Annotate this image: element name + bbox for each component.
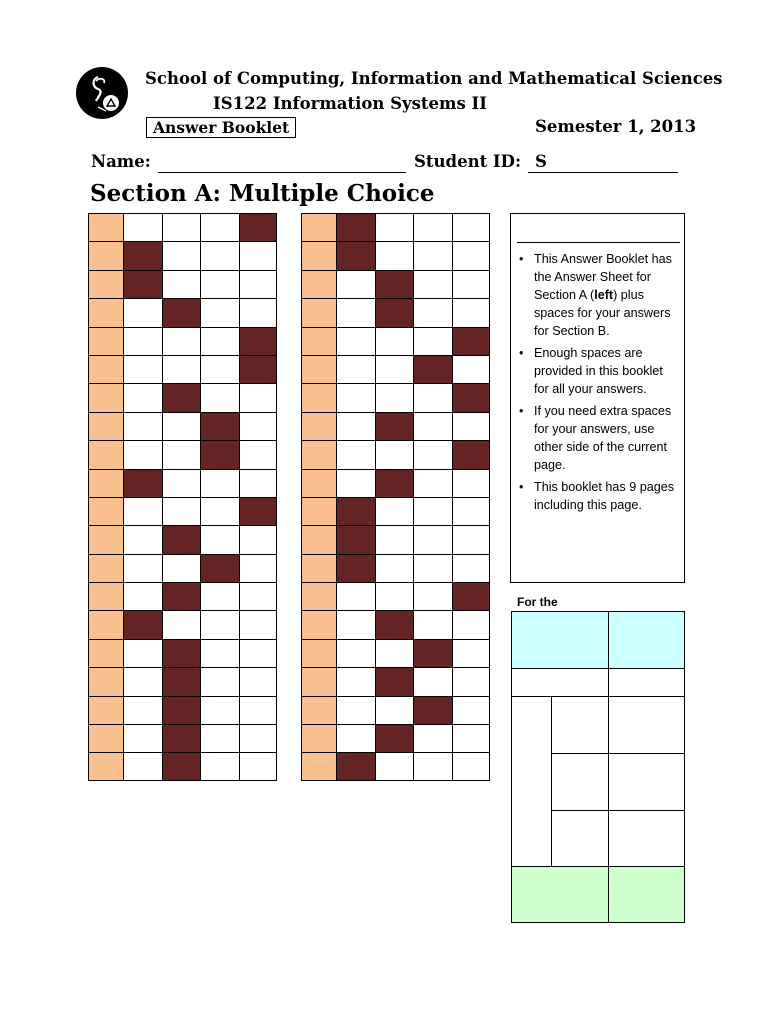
- answer-option-cell[interactable]: [413, 383, 452, 411]
- answer-option-cell[interactable]: [162, 440, 201, 468]
- question-number-cell: [301, 469, 336, 497]
- answer-option-cell[interactable]: [162, 497, 201, 525]
- answer-option-cell[interactable]: [413, 327, 452, 355]
- answer-option-cell[interactable]: [375, 696, 414, 724]
- answer-option-cell[interactable]: [239, 270, 278, 298]
- answer-option-cell[interactable]: [336, 327, 375, 355]
- marker-total-cell-1: [511, 866, 609, 923]
- answer-option-cell[interactable]: [413, 554, 452, 582]
- left-question-row: [88, 554, 277, 582]
- answer-option-cell[interactable]: [336, 610, 375, 638]
- answer-option-cell[interactable]: [452, 497, 491, 525]
- question-number-cell: [88, 752, 123, 780]
- question-number-cell: [301, 440, 336, 468]
- answer-option-cell[interactable]: [375, 440, 414, 468]
- answer-option-cell[interactable]: [452, 525, 491, 553]
- answer-grid-left: [88, 213, 277, 781]
- answer-option-cell[interactable]: [375, 752, 414, 780]
- marker-header-cell-2: [608, 611, 685, 669]
- answer-option-cell[interactable]: [239, 298, 278, 326]
- answer-option-cell[interactable]: [162, 241, 201, 269]
- selected-answer-cell[interactable]: [452, 327, 491, 355]
- selected-answer-cell[interactable]: [336, 213, 375, 241]
- answer-option-cell[interactable]: [336, 469, 375, 497]
- answer-option-cell[interactable]: [375, 554, 414, 582]
- answer-option-cell[interactable]: [162, 270, 201, 298]
- answer-option-cell[interactable]: [452, 724, 491, 752]
- school-name: School of Computing, Information and Mathematical Sciences: [145, 69, 723, 88]
- instruction-item: • This Answer Booklet has the Answer Sheet for Section A (left) plus spaces for your answers for Section B.: [515, 250, 680, 340]
- question-number-cell: [88, 355, 123, 383]
- question-number-cell: [301, 752, 336, 780]
- answer-option-cell[interactable]: [413, 298, 452, 326]
- answer-option-cell[interactable]: [452, 213, 491, 241]
- name-field[interactable]: [158, 172, 406, 173]
- selected-answer-cell[interactable]: [239, 213, 278, 241]
- selected-answer-cell[interactable]: [375, 469, 414, 497]
- question-number-cell: [88, 639, 123, 667]
- left-question-row: [88, 355, 277, 383]
- left-question-row: [88, 752, 277, 780]
- left-question-row: [88, 440, 277, 468]
- answer-option-cell[interactable]: [239, 724, 278, 752]
- question-number-cell: [88, 724, 123, 752]
- selected-answer-cell[interactable]: [162, 696, 201, 724]
- question-number-cell: [301, 525, 336, 553]
- answer-option-cell[interactable]: [123, 554, 162, 582]
- left-question-row: [88, 213, 277, 241]
- student-id-value: S: [535, 152, 547, 171]
- left-question-row: [88, 525, 277, 553]
- left-question-row: [88, 241, 277, 269]
- right-question-row: [301, 667, 490, 695]
- answer-option-cell[interactable]: [452, 241, 491, 269]
- answer-option-cell[interactable]: [123, 696, 162, 724]
- answer-option-cell[interactable]: [413, 213, 452, 241]
- question-number-cell: [88, 383, 123, 411]
- marker-row-cell: [551, 753, 609, 811]
- marker-row-cell: [511, 668, 609, 697]
- marker-row-cell: [608, 753, 685, 811]
- marker-merged-cell: [511, 696, 552, 867]
- answer-grid-right: [301, 213, 490, 781]
- marker-row-cell: [608, 696, 685, 754]
- answer-option-cell[interactable]: [413, 412, 452, 440]
- right-question-row: [301, 383, 490, 411]
- answer-option-cell[interactable]: [123, 327, 162, 355]
- selected-answer-cell[interactable]: [413, 639, 452, 667]
- question-number-cell: [301, 610, 336, 638]
- answer-option-cell[interactable]: [336, 724, 375, 752]
- question-number-cell: [301, 724, 336, 752]
- left-question-row: [88, 582, 277, 610]
- selected-answer-cell[interactable]: [123, 469, 162, 497]
- right-question-row: [301, 525, 490, 553]
- answer-option-cell[interactable]: [375, 241, 414, 269]
- answer-option-cell[interactable]: [413, 469, 452, 497]
- right-question-row: [301, 639, 490, 667]
- selected-answer-cell[interactable]: [413, 696, 452, 724]
- answer-option-cell[interactable]: [123, 213, 162, 241]
- selected-answer-cell[interactable]: [375, 610, 414, 638]
- instruction-item: • Enough spaces are provided in this booklet for all your answers.: [515, 344, 680, 398]
- answer-option-cell[interactable]: [123, 383, 162, 411]
- answer-option-cell[interactable]: [123, 639, 162, 667]
- left-question-row: [88, 469, 277, 497]
- answer-option-cell[interactable]: [452, 270, 491, 298]
- marker-row-cell: [608, 810, 685, 867]
- answer-option-cell[interactable]: [200, 469, 239, 497]
- answer-option-cell[interactable]: [239, 469, 278, 497]
- selected-answer-cell[interactable]: [413, 355, 452, 383]
- question-number-cell: [301, 497, 336, 525]
- selected-answer-cell[interactable]: [123, 241, 162, 269]
- selected-answer-cell[interactable]: [162, 298, 201, 326]
- left-question-row: [88, 667, 277, 695]
- selected-answer-cell[interactable]: [162, 667, 201, 695]
- answer-option-cell[interactable]: [413, 752, 452, 780]
- answer-option-cell[interactable]: [336, 696, 375, 724]
- question-number-cell: [88, 327, 123, 355]
- question-number-cell: [88, 497, 123, 525]
- answer-option-cell[interactable]: [413, 241, 452, 269]
- question-number-cell: [88, 667, 123, 695]
- answer-option-cell[interactable]: [336, 667, 375, 695]
- answer-option-cell[interactable]: [452, 355, 491, 383]
- selected-answer-cell[interactable]: [239, 355, 278, 383]
- selected-answer-cell[interactable]: [375, 298, 414, 326]
- answer-option-cell[interactable]: [200, 724, 239, 752]
- answer-option-cell[interactable]: [375, 355, 414, 383]
- right-question-row: [301, 497, 490, 525]
- answer-option-cell[interactable]: [123, 412, 162, 440]
- question-number-cell: [301, 639, 336, 667]
- answer-option-cell[interactable]: [452, 610, 491, 638]
- right-question-row: [301, 724, 490, 752]
- answer-option-cell[interactable]: [375, 213, 414, 241]
- answer-option-cell[interactable]: [452, 639, 491, 667]
- left-question-row: [88, 497, 277, 525]
- answer-option-cell[interactable]: [375, 639, 414, 667]
- instruction-item: • If you need extra spaces for your answers, use other side of the current page.: [515, 402, 680, 474]
- question-number-cell: [88, 298, 123, 326]
- right-question-row: [301, 554, 490, 582]
- answer-option-cell[interactable]: [123, 355, 162, 383]
- answer-option-cell[interactable]: [123, 497, 162, 525]
- answer-option-cell[interactable]: [336, 355, 375, 383]
- question-number-cell: [88, 241, 123, 269]
- answer-option-cell[interactable]: [239, 412, 278, 440]
- answer-option-cell[interactable]: [375, 525, 414, 553]
- answer-option-cell[interactable]: [239, 582, 278, 610]
- question-number-cell: [301, 667, 336, 695]
- selected-answer-cell[interactable]: [123, 610, 162, 638]
- left-question-row: [88, 696, 277, 724]
- question-number-cell: [88, 696, 123, 724]
- answer-option-cell[interactable]: [123, 440, 162, 468]
- answer-option-cell[interactable]: [123, 752, 162, 780]
- question-number-cell: [301, 696, 336, 724]
- university-logo: [76, 67, 128, 119]
- selected-answer-cell[interactable]: [336, 525, 375, 553]
- left-question-row: [88, 383, 277, 411]
- answer-option-cell[interactable]: [162, 469, 201, 497]
- marker-table: [511, 611, 685, 923]
- question-number-cell: [88, 270, 123, 298]
- answer-option-cell[interactable]: [336, 582, 375, 610]
- selected-answer-cell[interactable]: [336, 241, 375, 269]
- left-question-row: [88, 270, 277, 298]
- question-number-cell: [88, 582, 123, 610]
- left-question-row: [88, 724, 277, 752]
- answer-option-cell[interactable]: [162, 213, 201, 241]
- question-number-cell: [301, 582, 336, 610]
- question-number-cell: [88, 213, 123, 241]
- selected-answer-cell[interactable]: [162, 724, 201, 752]
- answer-option-cell[interactable]: [413, 270, 452, 298]
- answer-option-cell[interactable]: [413, 724, 452, 752]
- answer-option-cell[interactable]: [200, 327, 239, 355]
- answer-option-cell[interactable]: [336, 270, 375, 298]
- selected-answer-cell[interactable]: [375, 270, 414, 298]
- right-question-row: [301, 213, 490, 241]
- left-question-row: [88, 298, 277, 326]
- selected-answer-cell[interactable]: [375, 667, 414, 695]
- name-label: Name:: [91, 152, 151, 171]
- answer-option-cell[interactable]: [452, 469, 491, 497]
- left-question-row: [88, 412, 277, 440]
- selected-answer-cell[interactable]: [162, 752, 201, 780]
- answer-option-cell[interactable]: [452, 412, 491, 440]
- selected-answer-cell[interactable]: [200, 554, 239, 582]
- right-question-row: [301, 327, 490, 355]
- question-number-cell: [88, 412, 123, 440]
- answer-option-cell[interactable]: [239, 383, 278, 411]
- selected-answer-cell[interactable]: [162, 639, 201, 667]
- answer-option-cell[interactable]: [452, 554, 491, 582]
- answer-option-cell[interactable]: [162, 355, 201, 383]
- left-question-row: [88, 610, 277, 638]
- selected-answer-cell[interactable]: [200, 412, 239, 440]
- right-question-row: [301, 440, 490, 468]
- answer-option-cell[interactable]: [200, 298, 239, 326]
- semester-label: Semester 1, 2013: [535, 117, 697, 136]
- answer-option-cell[interactable]: [239, 610, 278, 638]
- question-number-cell: [88, 440, 123, 468]
- marker-row-cell: [551, 810, 609, 867]
- answer-option-cell[interactable]: [162, 327, 201, 355]
- selected-answer-cell[interactable]: [452, 582, 491, 610]
- answer-option-cell[interactable]: [200, 610, 239, 638]
- answer-option-cell[interactable]: [413, 610, 452, 638]
- course-title: IS122 Information Systems II: [213, 94, 487, 113]
- question-number-cell: [301, 355, 336, 383]
- selected-answer-cell[interactable]: [375, 412, 414, 440]
- instructions-box: [510, 213, 685, 583]
- answer-option-cell[interactable]: [200, 241, 239, 269]
- selected-answer-cell[interactable]: [452, 440, 491, 468]
- answer-option-cell[interactable]: [452, 752, 491, 780]
- answer-option-cell[interactable]: [200, 582, 239, 610]
- selected-answer-cell[interactable]: [162, 525, 201, 553]
- right-question-row: [301, 610, 490, 638]
- question-number-cell: [301, 327, 336, 355]
- selected-answer-cell[interactable]: [200, 440, 239, 468]
- answer-option-cell[interactable]: [239, 696, 278, 724]
- answer-option-cell[interactable]: [200, 383, 239, 411]
- selected-answer-cell[interactable]: [336, 554, 375, 582]
- answer-option-cell[interactable]: [413, 582, 452, 610]
- answer-option-cell[interactable]: [375, 582, 414, 610]
- selected-answer-cell[interactable]: [375, 724, 414, 752]
- answer-option-cell[interactable]: [200, 667, 239, 695]
- answer-option-cell[interactable]: [375, 383, 414, 411]
- answer-option-cell[interactable]: [123, 667, 162, 695]
- answer-option-cell[interactable]: [336, 298, 375, 326]
- question-number-cell: [88, 525, 123, 553]
- question-number-cell: [301, 412, 336, 440]
- question-number-cell: [301, 270, 336, 298]
- answer-option-cell[interactable]: [162, 554, 201, 582]
- answer-option-cell[interactable]: [200, 639, 239, 667]
- answer-option-cell[interactable]: [413, 440, 452, 468]
- student-id-field[interactable]: [528, 172, 678, 173]
- answer-option-cell[interactable]: [336, 440, 375, 468]
- section-title: Section A: Multiple Choice: [90, 180, 435, 207]
- answer-option-cell[interactable]: [375, 497, 414, 525]
- selected-answer-cell[interactable]: [336, 752, 375, 780]
- answer-option-cell[interactable]: [200, 525, 239, 553]
- answer-option-cell[interactable]: [452, 667, 491, 695]
- answer-option-cell[interactable]: [239, 440, 278, 468]
- answer-option-cell[interactable]: [413, 667, 452, 695]
- marker-row-cell: [608, 668, 685, 697]
- answer-option-cell[interactable]: [239, 752, 278, 780]
- question-number-cell: [301, 383, 336, 411]
- answer-option-cell[interactable]: [162, 610, 201, 638]
- answer-option-cell[interactable]: [336, 412, 375, 440]
- answer-option-cell[interactable]: [239, 667, 278, 695]
- answer-option-cell[interactable]: [123, 724, 162, 752]
- question-number-cell: [301, 241, 336, 269]
- question-number-cell: [301, 298, 336, 326]
- answer-option-cell[interactable]: [336, 383, 375, 411]
- instruction-item: • This booklet has 9 pages including this page.: [515, 478, 680, 514]
- question-number-cell: [301, 554, 336, 582]
- answer-option-cell[interactable]: [413, 497, 452, 525]
- selected-answer-cell[interactable]: [162, 582, 201, 610]
- selected-answer-cell[interactable]: [336, 497, 375, 525]
- right-question-row: [301, 298, 490, 326]
- right-question-row: [301, 241, 490, 269]
- selected-answer-cell[interactable]: [123, 270, 162, 298]
- right-question-row: [301, 412, 490, 440]
- left-question-row: [88, 639, 277, 667]
- question-number-cell: [301, 213, 336, 241]
- selected-answer-cell[interactable]: [239, 497, 278, 525]
- right-question-row: [301, 582, 490, 610]
- answer-option-cell[interactable]: [452, 696, 491, 724]
- answer-option-cell[interactable]: [239, 554, 278, 582]
- answer-option-cell[interactable]: [200, 752, 239, 780]
- student-id-label: Student ID:: [414, 152, 522, 171]
- question-number-cell: [88, 610, 123, 638]
- marker-total-cell-2: [608, 866, 685, 923]
- right-question-row: [301, 696, 490, 724]
- selected-answer-cell[interactable]: [239, 327, 278, 355]
- answer-booklet-label: Answer Booklet: [146, 117, 296, 138]
- instructions-divider: [517, 242, 680, 243]
- answer-option-cell[interactable]: [452, 298, 491, 326]
- question-number-cell: [88, 469, 123, 497]
- left-question-row: [88, 327, 277, 355]
- answer-option-cell[interactable]: [239, 525, 278, 553]
- right-question-row: [301, 752, 490, 780]
- answer-option-cell[interactable]: [239, 639, 278, 667]
- answer-option-cell[interactable]: [336, 639, 375, 667]
- answer-option-cell[interactable]: [200, 355, 239, 383]
- answer-option-cell[interactable]: [123, 298, 162, 326]
- marker-header-cell-1: [511, 611, 609, 669]
- answer-option-cell[interactable]: [375, 327, 414, 355]
- selected-answer-cell[interactable]: [162, 383, 201, 411]
- answer-option-cell[interactable]: [162, 412, 201, 440]
- marker-section-label: For the: [517, 595, 558, 609]
- answer-option-cell[interactable]: [200, 213, 239, 241]
- answer-option-cell[interactable]: [123, 582, 162, 610]
- answer-option-cell[interactable]: [200, 497, 239, 525]
- question-number-cell: [88, 554, 123, 582]
- answer-option-cell[interactable]: [123, 525, 162, 553]
- right-question-row: [301, 270, 490, 298]
- right-question-row: [301, 469, 490, 497]
- answer-option-cell[interactable]: [239, 241, 278, 269]
- right-question-row: [301, 355, 490, 383]
- marker-row-cell: [551, 696, 609, 754]
- selected-answer-cell[interactable]: [452, 383, 491, 411]
- instructions-list: [515, 250, 680, 518]
- answer-option-cell[interactable]: [200, 696, 239, 724]
- answer-option-cell[interactable]: [200, 270, 239, 298]
- answer-option-cell[interactable]: [413, 525, 452, 553]
